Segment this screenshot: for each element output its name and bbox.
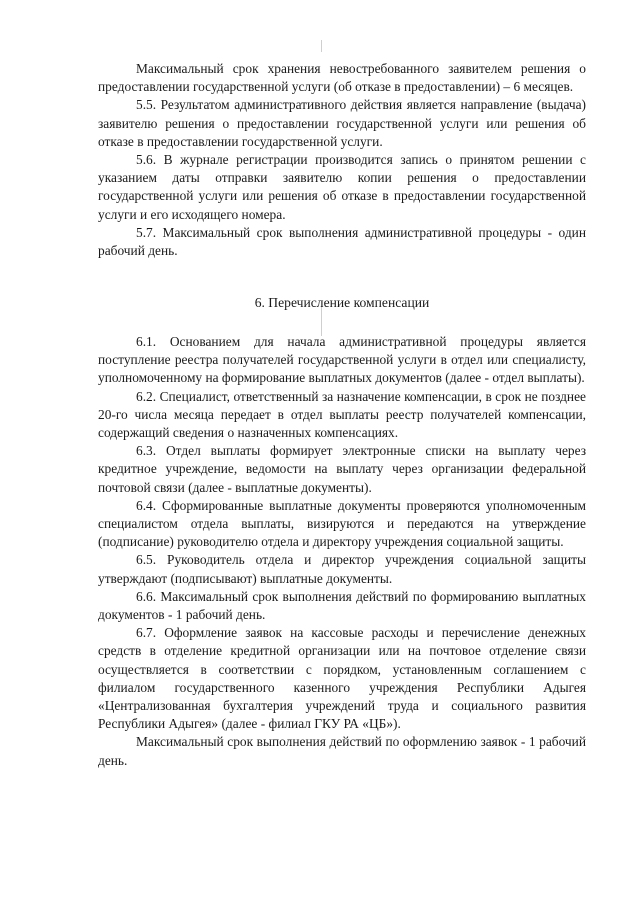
paragraph-6-2: 6.2. Специалист, ответственный за назначение компенсации, в срок не позднее 20-го числа месяца передает в отдел выплаты реестр получателей компенсации, содержащий сведения о назначенных компенсациях. bbox=[98, 388, 586, 441]
paragraph-storage-term: Максимальный срок хранения невостребованного заявителем решения о предоставлении государственной услуги (об отказе в предоставлении) – 6 месяцев. bbox=[98, 61, 586, 95]
paragraph-6-6: 6.6. Максимальный срок выполнения действий по формированию выплатных документов - 1 рабочий день. bbox=[98, 588, 586, 623]
paragraph-6-7: 6.7. Оформление заявок на кассовые расходы и перечисление денежных средств в отделение кредитной организации или на почтовое отделение связи осуществляется в соответствии с порядком, установленным соглашением с филиалом государственного казенного учреждения Республики Адыгея «Централизованная бухгалтерия учреждений труда и социального развития Республики Адыгея» (далее - филиал ГКУ РА «ЦБ»). bbox=[98, 625, 586, 732]
section-6-heading: 6. Перечисление компенсации bbox=[254, 295, 430, 310]
paragraph-5-6: 5.6. В журнале регистрации производится запись о принятом решении с указанием даты отправки заявителю копии решения о предоставлении государственной услуги или решения об отказе в предоставлении государственной услуги и его исходящего номера. bbox=[98, 152, 586, 222]
section-5-text bbox=[98, 60, 586, 260]
paragraph-applications-term: Максимальный срок выполнения действий по оформлению заявок - 1 рабочий день. bbox=[98, 734, 586, 768]
paragraph-6-3: 6.3. Отдел выплаты формирует электронные списки на выплату через кредитное учреждение, ведомости на выплату через организации федеральной почтовой связи (далее - выплатные документы). bbox=[98, 443, 586, 495]
paragraph-6-1: 6.1. Основанием для начала административной процедуры является поступление реестра получателей государственной услуги в отдел или специалисту, уполномоченному на формирование выплатных документов (далее - отдел выплаты). bbox=[98, 334, 586, 386]
paragraph-5-7: 5.7. Максимальный срок выполнения административной процедуры - один рабочий день. bbox=[98, 224, 586, 259]
section-6-text bbox=[98, 333, 586, 770]
scan-mark bbox=[321, 40, 322, 52]
paragraph-6-5: 6.5. Руководитель отдела и директор учреждения социальной защиты утверждают (подписывают) выплатные документы. bbox=[98, 552, 586, 586]
paragraph-5-5: 5.5. Результатом административного действия является направление (выдача) заявителю решения о предоставлении государственной услуги или решения об отказе в предоставлении государственной услуги. bbox=[98, 97, 586, 149]
paragraph-6-4: 6.4. Сформированные выплатные документы проверяются уполномоченным специалистом отдела выплаты, визируются и передаются на утверждение (подписание) руководителю отдела и директору учреждения социальной защиты. bbox=[98, 497, 586, 550]
